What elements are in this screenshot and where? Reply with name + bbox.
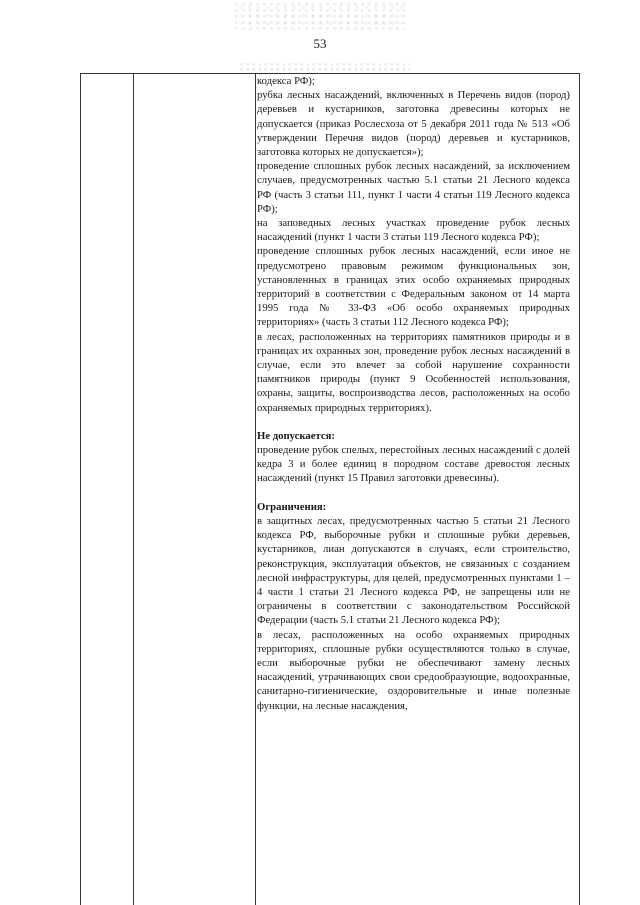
paragraph: проведение рубок спелых, перестойных лесных насаждений с долей кедра 3 и более единиц в породном составе древостоя лесных насаждений (пункт 15 Правил заготовки древесины). [257, 444, 570, 485]
paragraph: в защитных лесах, предусмотренных частью 5 статьи 21 Лесного кодекса РФ, выборочные рубки и сплошные рубки деревьев, кустарников, лиан допускаются в случаях, если строительство, реконструкция, эксплуатация объектов, не связанных с созданием лесной инфраструктуры, для целей, предусмотренных пунктами 1 – 4 части 1 статьи 21 Лесного кодекса РФ, не запрещены или не ограничены в соответствии с законодательством Российской Федерации (часть 5.1 статьи 21 Лесного кодекса РФ); [257, 514, 570, 627]
scan-artifact [240, 62, 410, 72]
paragraph: кодекса РФ); [257, 75, 315, 87]
paragraph: на заповедных лесных участках проведение рубок лесных насаждений (пункт 1 части 3 статьи 119 Лесного кодекса РФ); [257, 217, 570, 244]
paragraph: в лесах, расположенных на территориях памятников природы и в границах их охранных зон, проведение рубок лесных насаждений в случае, если это влечет за собой нарушение сохранности памятников природы (пункт 9 Особенностей использования, охраны, защиты, воспроизводства лесов, расположенных на особо охраняемых природных территориях). [257, 330, 570, 414]
scan-artifact [235, 2, 405, 30]
section-heading-not-allowed: Не допускается: [257, 429, 335, 442]
paragraph: в лесах, расположенных на особо охраняемых природных территориях, сплошные рубки осуществляются только в случае, если выборочные рубки не обеспечивают замену лесных насаждений, утрачивающих свои средообразующие, водоохранные, санитарно-гигиенические, оздоровительные и иные полезные функции, на лесные насаждения, [257, 628, 570, 712]
paragraph: проведение сплошных рубок лесных насаждений, если иное не предусмотрено правовым режимом функциональных зон, установленных в границах этих особо охраняемых природных территорий в соответствии с Федеральным законом от 14 марта 1995 года № 33-ФЗ «Об особо охраняемых природных территориях» (часть 3 статьи 112 Лесного кодекса РФ); [257, 245, 570, 329]
table-cell-content [257, 74, 570, 713]
column-divider [133, 74, 134, 905]
paragraph: проведение сплошных рубок лесных насаждений, за исключением случаев, предусмотренных частью 5.1 статьи 21 Лесного кодекса РФ (часть 3 статьи 111, пункт 1 части 4 статьи 119 Лесного кодекса РФ); [257, 160, 570, 215]
page-number: 53 [313, 36, 327, 51]
column-divider [255, 74, 256, 905]
paragraph: рубка лесных насаждений, включенных в Перечень видов (пород) деревьев и кустарников, заготовка древесины которых не допускается (приказ Рослесхоза от 5 декабря 2011 года № 513 «Об утверждении Перечня видов (пород) деревьев и кустарников, заготовка которых не допускается»); [257, 89, 570, 159]
section-heading-restrictions: Ограничения: [257, 500, 327, 513]
